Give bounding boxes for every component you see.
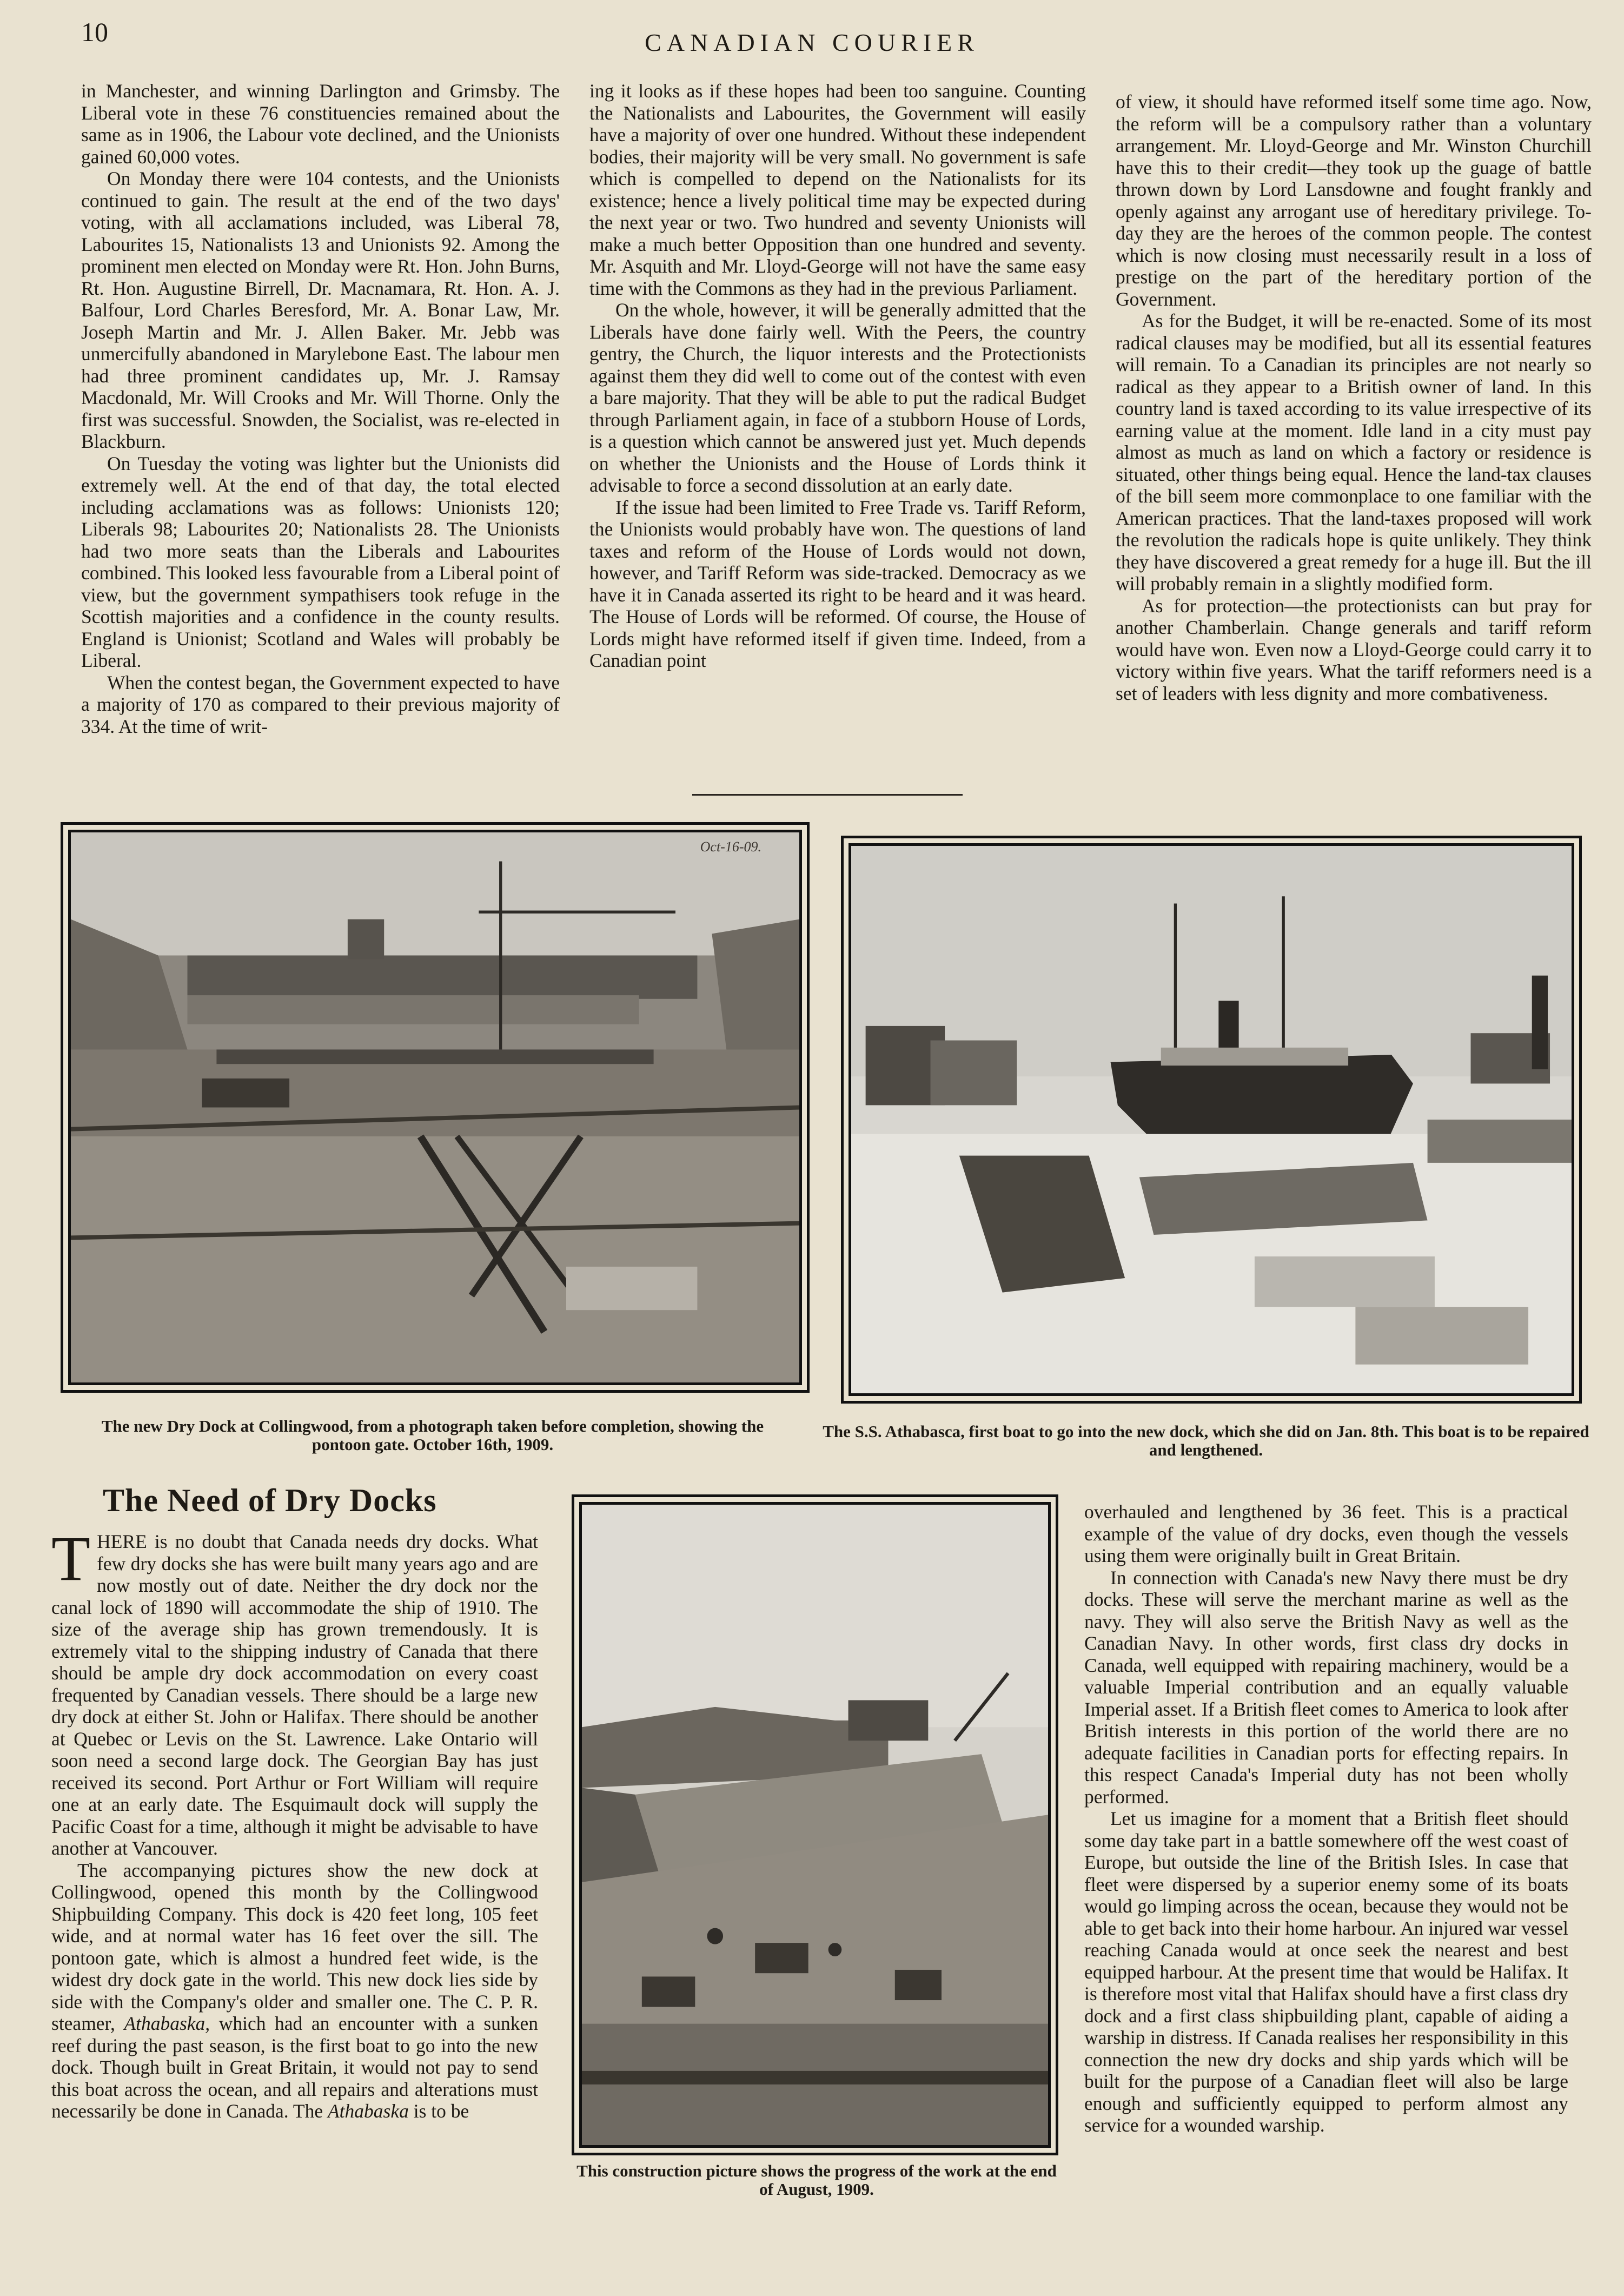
ship-in-dock-illustration <box>851 846 1572 1393</box>
article-column-right <box>1084 1501 1568 2136</box>
text-segment: The accompanying pictures show the new dock at Collingwood, opened this month by the Collingwood Shipbuilding Company. This dock is 420 feet long, 105 feet wide, and at normal water has 16 feet over the sill. The pontoon gate, which is almost a hundred feet wide, is the widest dry dock gate in the world. This new dock lies side by side with the Company's older and smaller one. The C. P. R. steamer, <box>51 1859 538 2034</box>
paragraph: of view, it should have reformed itself some time ago. Now, the reform will be a compulsory rather than a voluntary arrangement. Mr. Lloyd-George and Mr. Winston Churchill have this to their credit—they took up the guage of battle thrown down by Lord Lansdowne and fought frankly and openly against any arrogant use of hereditary privilege. To-day they are the heroes of the common people. The contest which is now closing must necessarily result in a loss of prestige on the part of the hereditary portion of the Government. <box>1116 91 1592 310</box>
photo-image <box>68 830 802 1385</box>
page-number: 10 <box>81 17 108 47</box>
lead-text: HERE is no doubt that Canada needs dry docks. What few dry docks she has were built many years ago and are now mostly out of date. Neither the dry dock nor the canal lock of 1890 will accommodate the ship of 1910. The size of the average ship has grown tremendously. It is extremely vital to the shipping industry of Canada that there should be ample dry dock accommodation on every coast frequented by Canadian vessels. There should be a large new dry dock at either St. John or Halifax. There should be another at Quebec or Levis on the St. Lawrence. Lake Ontario will soon need a second large dock. The Georgian Bay has just received its second. Port Arthur or Fort William will require one at an early date. The Esquimault dock will supply the Pacific Coast for a time, although it might be advisable to have another at Vancouver. <box>51 1531 538 1859</box>
ship-name: Athabaska, <box>124 2013 210 2034</box>
photo-date-stamp: Oct-16-09. <box>700 839 761 855</box>
photo-dry-dock-construction <box>61 822 810 1393</box>
photo1-caption: The new Dry Dock at Collingwood, from a photograph taken before completion, showing the pontoon gate. October 16th, 1909. <box>101 1417 764 1454</box>
photo-image <box>579 1502 1051 2148</box>
column-2 <box>589 80 1086 672</box>
article-paragraph: In connection with Canada's new Navy there must be dry docks. These will serve the merchant marine as well as the navy. They will also serve the British Navy as well as the Canadian Navy. In other words, first class dry docks in Canada, well equipped with repairing machinery, would be a valuable Imperial contribution and an equally valuable Imperial asset. If a British fleet comes to America to look after British interests in this portion of the world there are no adequate facilities in Canadian ports for effecting repairs. In this respect Canada's Imperial duty has not been wholly performed. <box>1084 1566 1568 1808</box>
section-divider <box>692 794 963 796</box>
photo-construction-progress <box>572 1494 1058 2155</box>
text-segment: is to be <box>413 2100 469 2122</box>
article-paragraph: overhauled and lengthened by 36 feet. This is a practical example of the value of dry docks, even though the vessels using them were originally built in Great Britain. <box>1084 1501 1568 1566</box>
paragraph: ing it looks as if these hopes had been too sanguine. Counting the Nationalists and Labourites, the Government will easily have a majority of over one hundred. Without these independent bodies, their majority will be very small. No government is safe which is compelled to depend on the Nationalists for its existence; hence a lively political time may be expected during the next year or two. Two hundred and seventy Unionists will make a much better Opposition than one hundred and seventy. Mr. Asquith and Mr. Lloyd-George will not have the same easy time with the Commons as they had in the previous Parliament. <box>589 80 1086 299</box>
paragraph: On Tuesday the voting was lighter but the Unionists did extremely well. At the end of that day, the total elected including acclamations was as follows: Unionists 120; Liberals 98; Labourites 20; Nationalists 28. The Unionists had two more seats than the Liberals and Labourites combined. This looked less favourable from a Liberal point of view, but the government sympathisers took refuge in the Scottish majorities and a confidence in the county results. England is Unionist; Scotland and Wales will probably be Liberal. <box>81 452 560 671</box>
ship-name: Athabaska <box>327 2100 409 2122</box>
photo-ss-athabasca <box>841 836 1582 1404</box>
dry-dock-illustration <box>71 832 799 1382</box>
article-column-left <box>51 1523 538 2122</box>
drop-cap: T <box>51 1523 91 1594</box>
text-segment: which had an encounter with a sunken reef during the past season, is the first boat to go into the new dock. Though built in Great Britain, it would not pay to send this boat across the ocean, and all repairs and alterations must necessarily be done in Canada. The <box>51 2013 538 2122</box>
photo2-caption: The S.S. Athabasca, first boat to go into the new dock, which she did on Jan. 8th. This boat is to be repaired and lengthened. <box>823 1422 1589 1459</box>
paragraph: If the issue had been limited to Free Trade vs. Tariff Reform, the Unionists would probably have won. The questions of land taxes and reform of the House of Lords would not down, however, and Tariff Reform was side-tracked. Democracy as we have it in Canada asserted its right to be heard and it was heard. The House of Lords will be reformed. Of course, the House of Lords might have reformed itself if given time. Indeed, from a Canadian point <box>589 496 1086 671</box>
paragraph: As for the Budget, it will be re-enacted. Some of its most radical clauses may be modified, but all its essential features will remain. To a Canadian its principles are not nearly so radical as they appear to a British owner of land. In this country land is taxed according to its value irrespective of its earning value at the moment. Idle land in a city must pay almost as much as land on which a factory or residence is situated, other things being equal. Hence the land-tax clauses of the bill seem more commonplace to one familiar with the American practices. That the land-taxes proposed will work the revolution the radicals hope is quite unlikely. They think they have discovered a great remedy for a huge ill. But the ill will probably remain in a slightly modified form. <box>1116 310 1592 594</box>
paragraph: As for protection—the protectionists can but pray for another Chamberlain. Change generals and tariff reform would have won. Even now a Lloyd-George could carry it to victory within five years. What the tariff reformers need is a set of leaders with less dignity and more combativeness. <box>1116 594 1592 704</box>
paragraph: in Manchester, and winning Darlington and Grimsby. The Liberal vote in these 76 constituencies remained about the same as in 1906, the Labour vote declined, and the Unionists gained 60,000 votes. <box>81 80 560 168</box>
construction-site-illustration <box>582 1505 1048 2145</box>
photo-image <box>849 843 1574 1396</box>
article-paragraph <box>51 1860 538 2122</box>
publication-masthead: CANADIAN COURIER <box>645 29 979 56</box>
article-paragraph: Let us imagine for a moment that a British fleet should some day take part in a battle somewhere off the west coast of Europe, but outside the line of the British Isles. In case that fleet were dispersed by a superior enemy some of its boats would go limping across the ocean, because they would not be able to get back into their home harbour. An injured war vessel reaching Canada would at once seek the nearest and best equipped harbour. At the present time that would be Halifax. It is therefore most vital that Halifax should have a first class dry dock and a first class shipbuilding plant, capable of aiding a warship in distress. If Canada realises her responsibility in this connection the new dry docks and ship yards which will be built for the purpose of a Canadian fleet will also be large enough and sufficiently equipped to perform almost any service for a wounded warship. <box>1084 1808 1568 2136</box>
column-1 <box>81 80 560 737</box>
article-lead-paragraph <box>51 1523 538 1860</box>
paragraph: On the whole, however, it will be generally admitted that the Liberals have done fairly well. With the Peers, the country gentry, the Church, the liquor interests and the Protectionists against them they did well to come out of the contest with even a bare majority. That they will be able to put the radical Budget through Parliament again, in face of a stubborn House of Lords, is a question which cannot be answered just yet. Much depends on whether the Unionists and the House of Lords think it advisable to force a second dissolution at an early date. <box>589 299 1086 496</box>
photo3-caption: This construction picture shows the progress of the work at the end of August, 1909. <box>576 2161 1057 2199</box>
paragraph: When the contest began, the Government expected to have a majority of 170 as compared to their previous majority of 334. At the time of writ- <box>81 671 560 737</box>
article-title: The Need of Dry Docks <box>103 1483 437 1518</box>
paragraph: On Monday there were 104 contests, and the Unionists continued to gain. The result at the end of the two days' voting, with all acclamations included, was Liberal 78, Labourites 15, Nationalists 13 and Unionists 92. Among the prominent men elected on Monday were Rt. Hon. John Burns, Rt. Hon. Augustine Birrell, Dr. Macnamara, Rt. Hon. A. J. Balfour, Lord Charles Beresford, Mr. A. Bonar Law, Mr. Joseph Martin and Mr. J. Allen Baker. Mr. Jebb was unmercifully abandoned in Marylebone East. The labour men had three prominent candidates up, Mr. J. Ramsay Macdonald, Mr. Will Crooks and Mr. Will Thorne. Only the first was successful. Snowden, the Socialist, was re-elected in Blackburn. <box>81 168 560 452</box>
column-3 <box>1116 91 1592 704</box>
